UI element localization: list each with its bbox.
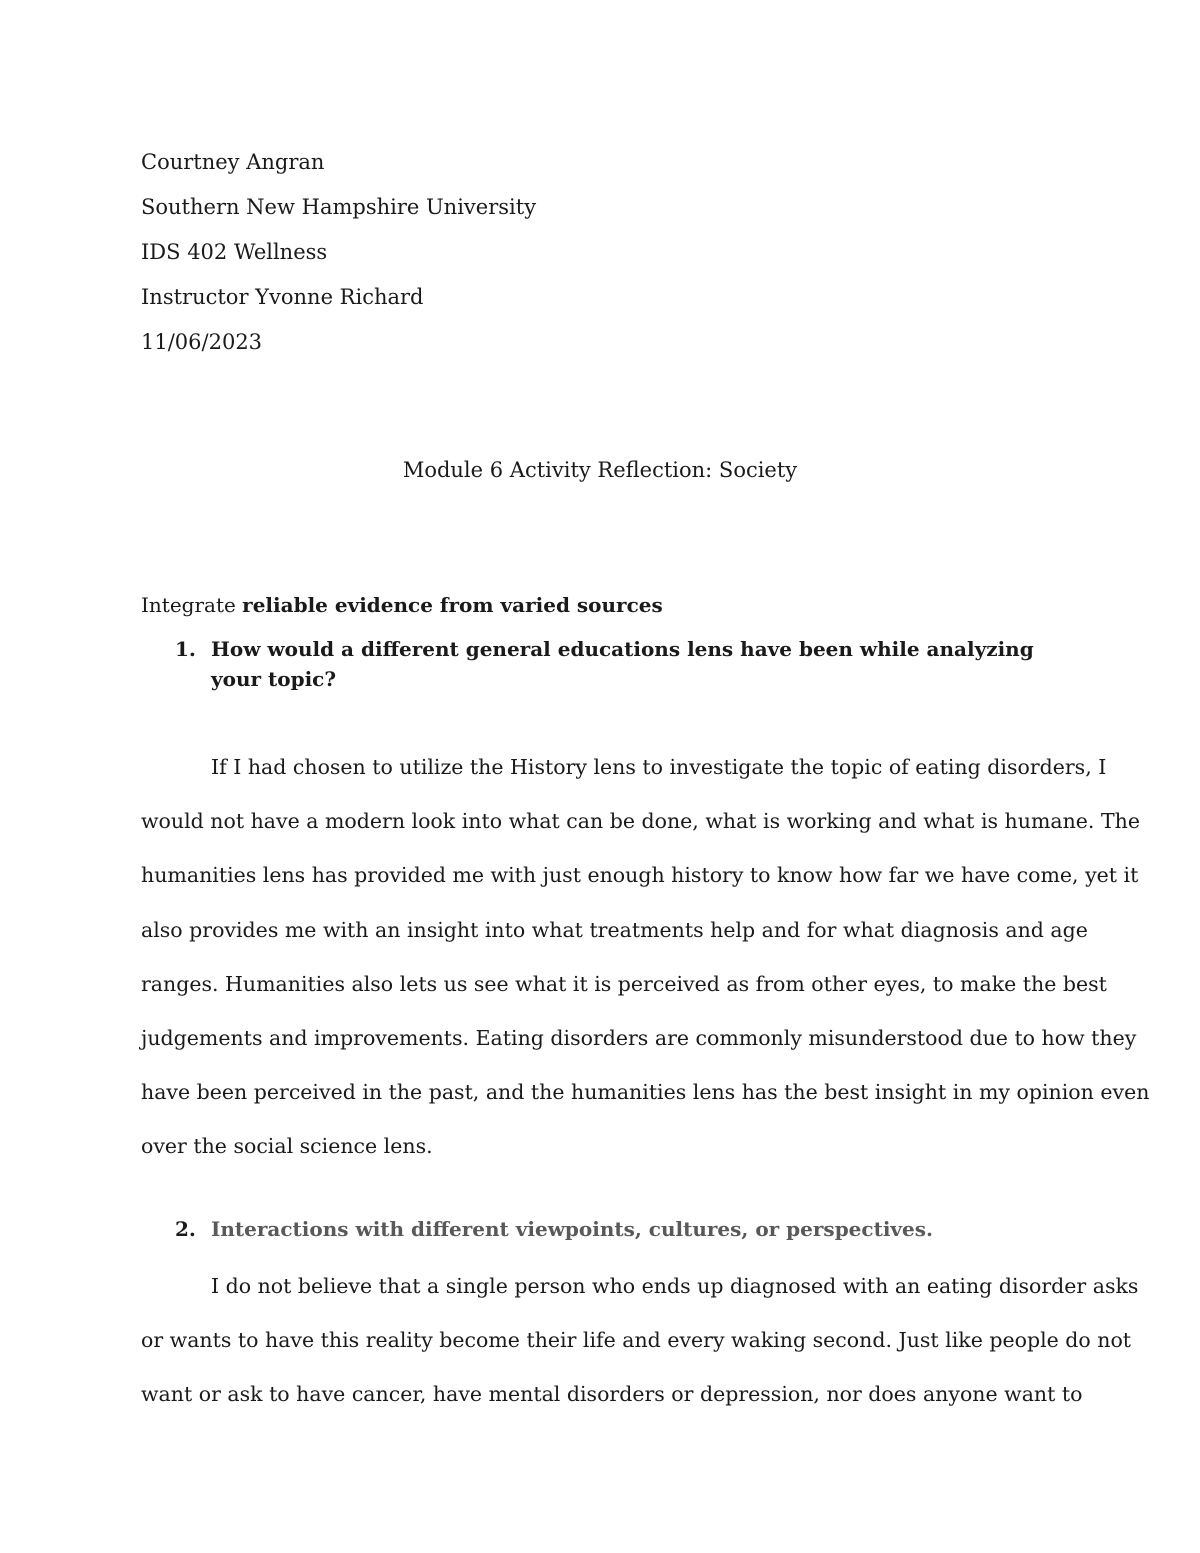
question-2 [141,1214,1051,1244]
answer-paragraph-2 [141,1259,1139,1422]
paragraph-line: over the social science lens. [141,1134,433,1159]
instructor-name: Instructor Yvonne Richard [141,285,424,309]
question-2-text: Interactions with different viewpoints, cultures, or perspectives. [211,1217,933,1241]
paragraph-line: If I had chosen to utilize the History lens to investigate the topic of eating disorders, I [211,755,1107,779]
document-title: Module 6 Activity Reflection: Society [402,458,798,482]
question-2-number: 2. [175,1217,196,1241]
paragraph-line: also provides me with an insight into what treatments help and for what diagnosis and age [141,917,1088,942]
paragraph-line: I do not believe that a single person who ends up diagnosed with an eating disorder asks [211,1274,1139,1298]
paragraph-line: want or ask to have cancer, have mental disorders or depression, nor does anyone want to [141,1382,1083,1407]
assignment-prompt [141,587,663,623]
prompt-bold: reliable evidence from varied sources [242,593,663,617]
answer-paragraph-1 [141,740,1150,1174]
school-name: Southern New Hampshire University [141,195,537,219]
paragraph-line: or wants to have this reality become their life and every waking second. Just like people do not [141,1328,1132,1353]
prompt-lead: Integrate [141,593,243,617]
question-1-text: How would a different general educations lens have been while analyzing your topic? [211,637,1034,691]
paragraph-line: ranges. Humanities also lets us see what it is perceived as from other eyes, to make the best [141,971,1107,996]
question-1-number: 1. [175,637,196,661]
paragraph-line: would not have a modern look into what can be done, what is working and what is humane. The [141,809,1140,834]
document-header [141,140,1041,365]
document-date: 11/06/2023 [141,330,263,354]
paragraph-line: humanities lens has provided me with just enough history to know how far we have come, yet it [141,863,1139,888]
paragraph-line: judgements and improvements. Eating disorders are commonly misunderstood due to how they [141,1025,1137,1050]
course-name: IDS 402 Wellness [141,240,328,264]
author-name: Courtney Angran [141,150,325,174]
question-1 [141,634,1051,694]
paragraph-line: have been perceived in the past, and the humanities lens has the best insight in my opinion even [141,1080,1150,1105]
